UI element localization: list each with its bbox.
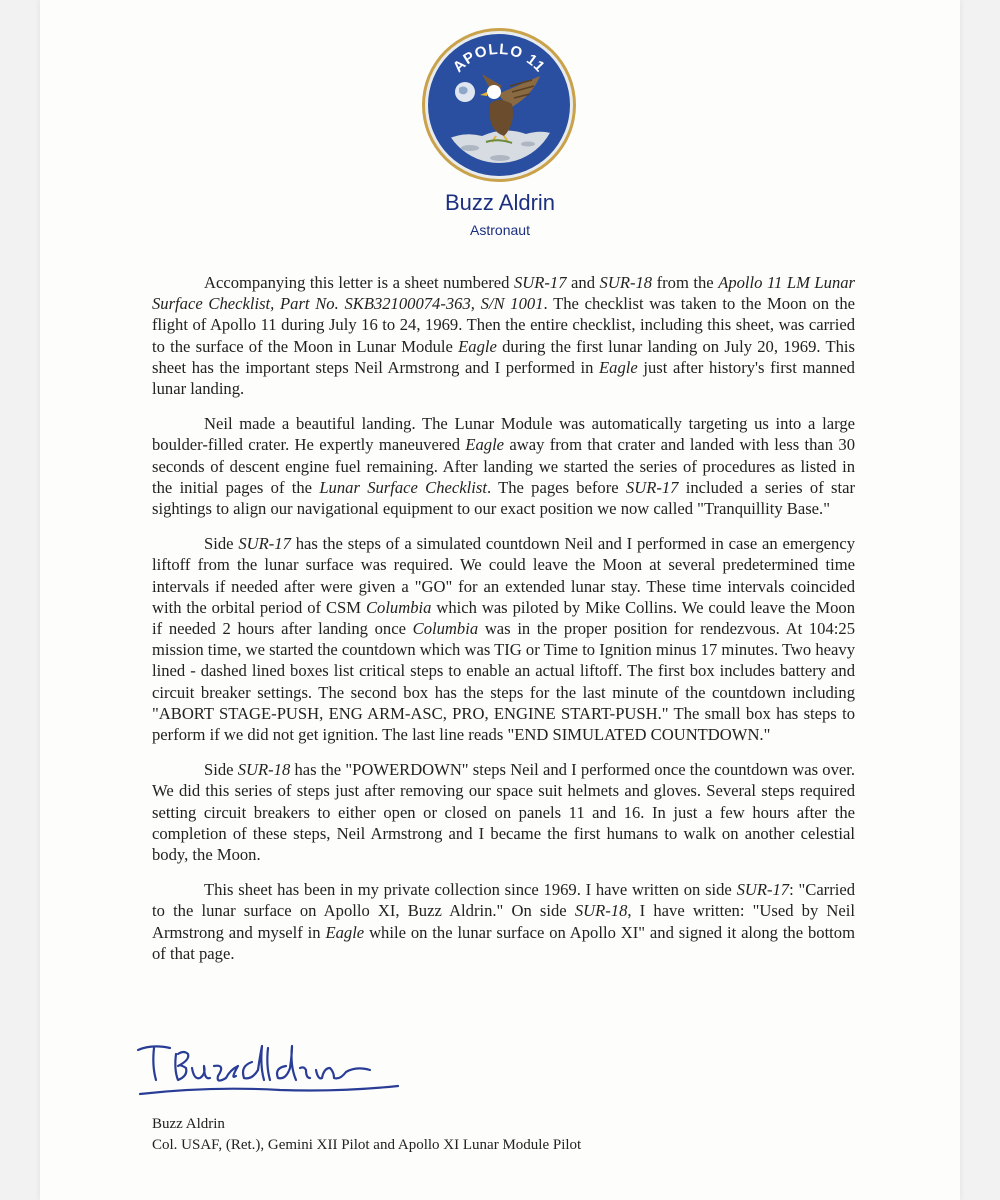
letter-body bbox=[152, 272, 855, 978]
signatory-name: Buzz Aldrin bbox=[152, 1116, 225, 1132]
paragraph-1: Accompanying this letter is a sheet numbered SUR-17 and SUR-18 from the Apollo 11 LM Lunar Surface Checklist, Part No. SKB32100074-363, S/N 1001. The checklist was taken to the Moon on the flight of Apollo 11 during July 16 to 24, 1969. Then the entire checklist, including this sheet, was carried to the surface of the Moon in Lunar Module Eagle during the first lunar landing on July 20, 1969. This sheet has the important steps Neil Armstrong and I performed in Eagle just after history's first manned lunar landing. bbox=[152, 273, 856, 399]
patch-text: APOLLO 11 bbox=[449, 40, 549, 76]
paragraph-5: This sheet has been in my private collection since 1969. I have written on side SUR-17: "Carried to the lunar surface on Apollo XI, Buzz Aldrin." On side SUR-18, I have written: "Used by Neil Armstrong and myself in Eagle while on the lunar surface on Apollo XI" and signed it along the bottom of that page. bbox=[152, 880, 856, 963]
paragraph-3: Side SUR-17 has the steps of a simulated countdown Neil and I performed in case an emergency liftoff from the lunar surface was required. We could leave the Moon at several predetermined time intervals if needed after were given a "GO" for an extended lunar stay. These time intervals coincided with the orbital period of CSM Columbia which was piloted by Mike Collins. We could leave the Moon if needed 2 hours after landing once Columbia was in the proper position for rendezvous. At 104:25 mission time, we started the countdown which was TIG or Time to Ignition minus 17 minutes. Two heavy lined - dashed lined boxes list critical steps to enable an actual liftoff. The first box includes battery and circuit breaker settings. The second box has the steps for the last minute of the countdown including "ABORT STAGE-PUSH, ENG ARM-ASC, PRO, ENGINE START-PUSH." The small box has steps to perform if we did not get ignition. The last line reads "END SIMULATED COUNTDOWN." bbox=[152, 534, 856, 745]
paragraph-2: Neil made a beautiful landing. The Lunar Module was automatically targeting us into a large boulder-filled crater. He expertly maneuvered Eagle away from that crater and landed with less than 30 seconds of descent engine fuel remaining. After landing we started the series of procedures as listed in the initial pages of the Lunar Surface Checklist. The pages before SUR-17 included a series of star sightings to align our navigational equipment to our exact position we now called "Tranquillity Base." bbox=[152, 414, 856, 519]
handwritten-signature bbox=[130, 1036, 410, 1108]
paragraph-4: Side SUR-18 has the "POWERDOWN" steps Neil and I performed once the countdown was over. We did this series of steps just after removing our space suit helmets and gloves. Several steps required setting circuit breakers to either open or closed on panels 11 and 16. In just a few hours after the completion of these steps, Neil Armstrong and I became the first humans to walk on another celestial body, the Moon. bbox=[152, 760, 855, 865]
signatory-title: Col. USAF, (Ret.), Gemini XII Pilot and Apollo XI Lunar Module Pilot bbox=[152, 1137, 582, 1153]
letterhead-title: Astronaut bbox=[470, 222, 530, 238]
letterhead-name: Buzz Aldrin bbox=[444, 190, 556, 215]
apollo-11-patch-icon bbox=[420, 26, 578, 184]
apollo-11-patch bbox=[420, 26, 578, 184]
signature-icon bbox=[130, 1036, 410, 1108]
